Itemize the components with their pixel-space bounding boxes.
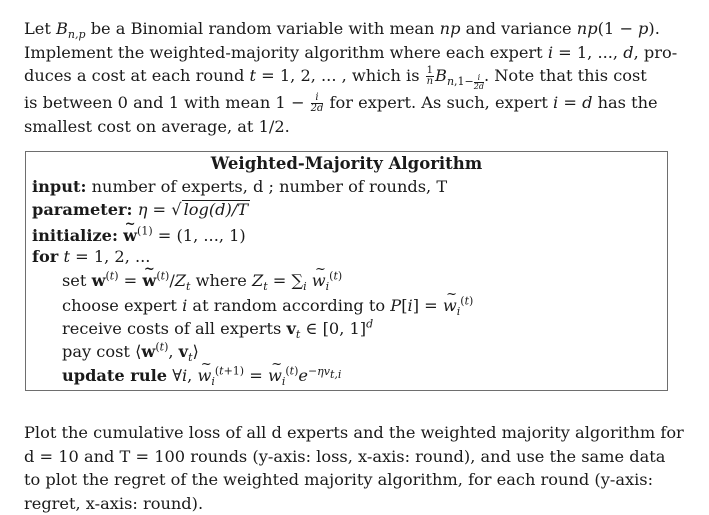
algorithm-box [25, 151, 668, 391]
intro-text: for expert. As such, expert [329, 93, 548, 113]
intro-text: , pro- [633, 42, 678, 62]
choose-text: choose expert [62, 296, 177, 315]
algorithm-update-line: update rule ∀i, ~ $w_i^{(t+1)}$ = ~ $w_i^{(t)}e^{-\eta v_{t,i}}$ [62, 366, 341, 386]
algorithm-pay-line: pay cost $⟨w^{(t)}$, $v_t⟩$ [62, 340, 199, 365]
intro-paragraph: Let $B_{n,p}$ be a Binomial random variable with mean np and variance np(1 − p). Implement the weighted-majority algorithm where each expert i = 1, ..., d, pro- duces a cost at each round t = 1, 2, ... , which is $\frac{1}{n}$ $B_{n,1- \frac{i}{2d}}$ . Note that this cost is between 0 and 1 with mean 1 − $\frac{i}{2d}$ for expert. As such, expert i = d has the smallest cost on average, at 1/2. [24, 17, 686, 138]
receive-text: receive costs of all experts [62, 319, 282, 338]
intro-text: . Note that this cost [483, 66, 647, 85]
choose-text: at random according to [192, 296, 386, 315]
algorithm-title: Weighted-Majority Algorithm [210, 154, 483, 173]
pay-text: pay cost [62, 342, 130, 361]
outro-text: Plot the cumulative loss of all d experts and the weighted majority algorithm for d = 10 and T = 100 rounds (y-axis: loss, x-axis: round), and use the same data to plot the regret of the weighted majority algorithm, for each round (y-axis: regret, x-axis: round). [24, 423, 684, 513]
parameter-label: parameter: [32, 200, 133, 219]
intro-text: duces a cost at each round [24, 66, 245, 85]
intro-text: Implement the weighted-majority algorithm where each expert [24, 42, 543, 62]
input-label: input: [32, 177, 87, 196]
algorithm-receive-line: receive costs of all experts $v_t$ ∈ [0, 1]$^d$ [62, 317, 374, 342]
update-label: update rule [62, 366, 168, 385]
algorithm-for-line: for t = 1, 2, ... [32, 247, 151, 266]
intro-text: , which is [341, 66, 420, 85]
intro-text: smallest cost on average, at 1/2. [24, 116, 290, 136]
algorithm-parameter-line: parameter: η = √ log(d)/T [32, 200, 249, 219]
intro-text: be a Binomial random variable with mean [90, 19, 435, 38]
algorithm-set-line: set $w^{(t)}$ = ~ $w^{(t)}/Z_t$ where $Z_t = \sum_i$ ~ $w_i^{(t)}$ [62, 271, 342, 291]
input-text: number of experts, d ; number of rounds, T [91, 177, 448, 196]
intro-text: and variance [465, 19, 572, 38]
algorithm-input-line [32, 177, 447, 197]
outro-paragraph [24, 421, 686, 515]
intro-text: is between 0 and 1 with mean [24, 93, 271, 113]
set-label: set [62, 271, 87, 290]
where-label: where [195, 271, 247, 290]
intro-text: has the [597, 93, 658, 113]
algorithm-choose-line: choose expert i at random according to P[i] = ~ $w_i^{(t)}$ [62, 296, 473, 316]
for-label: for [32, 247, 59, 266]
intro-text: Let [24, 19, 51, 38]
initialize-label: initialize: [32, 226, 118, 245]
algorithm-initialize-line: initialize: ~ $w^{(1)} = (1$, ..., 1) [32, 226, 246, 246]
